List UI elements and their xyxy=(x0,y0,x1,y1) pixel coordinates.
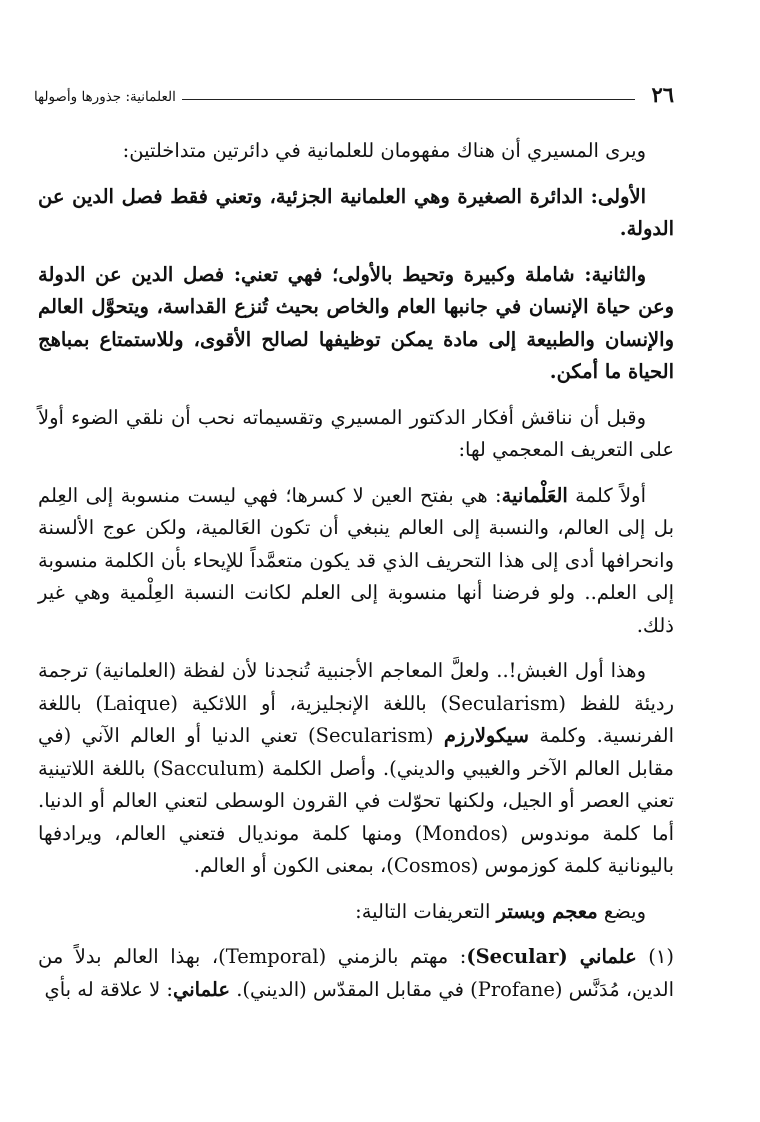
paragraph-foreign-dictionaries xyxy=(38,655,674,883)
term-secular: علماني (Secular) xyxy=(466,945,637,968)
text-segment: التعريفات التالية: xyxy=(355,899,497,923)
text-segment: وهذا أول الغبش!.. ولعلَّ المعاجم الأجنبية تُنجدنا لأن لفظة (العلمانية) ترجمة رديئة للفظ (Secularism) باللغة الإنجليزية، أو اللائكية (Laique) باللغة الفرنسية. وكلمة xyxy=(38,659,674,747)
text-segment: ويضع xyxy=(597,899,646,923)
text-segment: (Secularism) تعني الدنيا أو العالم الآني (في مقابل العالم الآخر والغيبي والديني). وأصل الكلمة (Sacculum) باللغة اللاتينية تعني العصر أو الجيل، ولكنها تحوّلت في القرون الوسطى لتعني العالم أو الدنيا. أما كلمة موندوس (Mondos) ومنها كلمة مونديال فتعني العالم، ويرادفها باليونانية كلمة كوزموس (Cosmos)، بمعنى الكون أو العالم. xyxy=(38,724,674,877)
paragraph-first-circle: الأولى: الدائرة الصغيرة وهي العلمانية الجزئية، وتعني فقط فصل الدين عن الدولة. xyxy=(38,184,674,240)
item-number: (١) xyxy=(636,945,674,968)
paragraph-term-secularism xyxy=(38,480,674,643)
body-text xyxy=(38,135,674,1019)
paragraph-second-circle: والثانية: شاملة وكبيرة وتحيط بالأولى؛ فهي تعني: فصل الدين عن الدولة وعن حياة الإنسان في جانبها العام والخاص بحيث تُنزع القداسة، ويتحوَّل العالم والإنسان والطبيعة إلى مادة يمكن توظيفها لصالح الأقوى، وللاستمتاع بمباهج الحياة ما أمكن. xyxy=(38,262,674,383)
page-number: ٢٦ xyxy=(651,82,674,107)
definition-item-1 xyxy=(38,941,674,1006)
term-secularism: سيكولارزم xyxy=(443,724,529,747)
text-segment: : مهتم بالزمني (Temporal)، بهذا العالم بدلاً من الدين، مُدَنَّس (Profane) في مقابل المقدّس (الديني). xyxy=(38,945,674,1001)
term-almaniya: العَلْمانية xyxy=(501,483,568,507)
running-title: العلمانية: جذورها وأصولها xyxy=(34,89,176,105)
text-segment: : لا علاقة له بأي xyxy=(44,977,173,1001)
paragraph-webster-intro xyxy=(38,896,674,929)
text-segment: : هي بفتح العين لا كسرها؛ فهي ليست منسوبة إلى العِلم بل إلى العالم، والنسبة إلى العالم ينبغي أن تكون العَالمية، ولكن عوج الألسنة وانحرافها أدى إلى هذا التحريف الذي قد يكون متعمَّداً للإيحاء بأن الكلمة منسوبة إلى العلم.. ولو فرضنا أنها منسوبة إلى العلم لكانت النسبة العِلْمية وهي غير ذلك. xyxy=(38,483,674,637)
term-almani: علماني xyxy=(173,977,230,1001)
text-segment: أولاً كلمة xyxy=(567,483,646,507)
header-rule xyxy=(182,99,636,100)
page-header xyxy=(34,80,674,106)
paragraph-dictionary-intro: وقبل أن نناقش أفكار الدكتور المسيري وتقسيماته نحب أن نلقي الضوء أولاً على التعريف المعجمي لها: xyxy=(38,405,674,461)
term-webster: معجم وبستر xyxy=(496,899,598,923)
paragraph-intro: ويرى المسيري أن هناك مفهومان للعلمانية في دائرتين متداخلتين: xyxy=(122,139,646,162)
